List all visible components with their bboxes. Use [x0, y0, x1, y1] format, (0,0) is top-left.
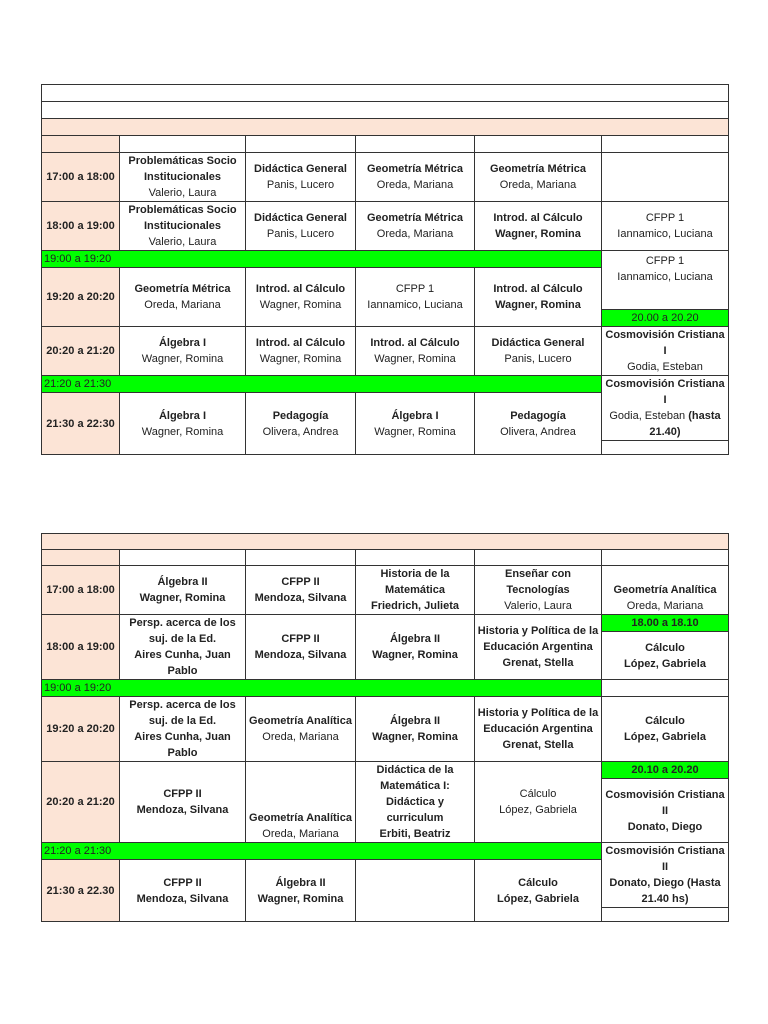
teacher-name: Wagner, Romina — [495, 228, 581, 240]
sub-break-text: 20.10 a 20.20 — [631, 764, 699, 777]
teacher-name: López, Gabriela — [624, 657, 706, 670]
teacher-name: Grenat, Stella — [502, 739, 574, 751]
break-label: 21:20 a 21:30 — [42, 376, 602, 393]
table-title-row — [42, 85, 729, 102]
class-cell — [602, 202, 729, 251]
teacher-name: Grenat, Stella — [502, 657, 574, 669]
teacher-name: Olivera, Andrea — [262, 425, 339, 438]
subject-name: Álgebra II — [389, 633, 441, 645]
teacher-name: Wagner, Romina — [372, 731, 458, 743]
table-row — [42, 697, 729, 762]
subject-name: CFPP 1 — [395, 283, 435, 295]
class-cell — [475, 860, 602, 922]
class-cell — [602, 779, 729, 843]
class-cell — [602, 632, 729, 680]
subject-name: Cosmovisión Cristiana II — [605, 788, 725, 817]
class-cell — [475, 697, 602, 762]
subject-name: Problemáticas Socio Institucionales — [128, 204, 237, 232]
subject-name: Historia y Política de la Educación Argentina — [477, 625, 599, 653]
teacher-name: Oreda, Mariana — [376, 179, 454, 191]
sub-break-text: 18.00 a 18.10 — [631, 617, 699, 629]
class-cell — [475, 762, 602, 843]
class-cell — [602, 566, 729, 615]
subject-name: Geometría Métrica — [367, 212, 463, 224]
time-cell: 18:00 a 19:00 — [42, 202, 120, 251]
subject-name: Problemáticas Socio Institucionales — [128, 155, 237, 183]
teacher-name: Wagner, Romina — [141, 425, 224, 438]
teacher-name: López, Gabriela — [624, 731, 706, 743]
class-cell — [475, 393, 602, 455]
break-row — [42, 680, 729, 697]
teacher-name: Friedrich, Julieta — [370, 600, 460, 612]
empty-cell — [356, 860, 475, 922]
subject-name: Álgebra II — [275, 876, 326, 889]
class-cell — [246, 762, 356, 843]
class-cell — [475, 153, 602, 202]
class-cell — [120, 202, 246, 251]
subject-name: Cálculo — [645, 641, 685, 654]
teacher-name: Oreda, Mariana — [262, 828, 339, 840]
teacher-name: Panis, Lucero — [504, 353, 572, 365]
time-cell: 20:20 a 21:20 — [42, 762, 120, 843]
class-cell — [475, 268, 602, 327]
day-header-cell — [42, 550, 120, 566]
class-cell — [246, 327, 356, 376]
subject-name: Geometría Métrica — [367, 163, 463, 175]
teacher-name — [604, 408, 726, 440]
class-cell — [120, 153, 246, 202]
day-header-cell — [356, 136, 475, 153]
subject-name: Introd. al Cálculo — [370, 337, 460, 349]
subject-name: Didáctica General — [254, 163, 347, 175]
empty-cell — [602, 908, 729, 922]
schedule-table-1 — [41, 84, 729, 455]
subject-name: Didáctica General — [254, 212, 347, 224]
subject-name: CFPP 1 — [645, 212, 685, 224]
class-cell — [602, 327, 729, 376]
class-cell — [602, 376, 729, 441]
teacher-name-main: Godia, Esteban — [609, 410, 686, 422]
teacher-name: Oreda, Mariana — [376, 228, 454, 240]
class-cell — [246, 268, 356, 327]
sub-break-label: 20.00 a 20.20 — [602, 310, 729, 327]
subject-name: Introd. al Cálculo — [255, 337, 346, 349]
class-cell — [120, 327, 246, 376]
teacher-name: Oreda, Mariana — [499, 179, 577, 191]
break-row — [42, 251, 729, 268]
subject-name: Didáctica de la Matemática I: Didáctica y curriculum — [376, 764, 454, 824]
subject-name: Pedagogía — [510, 409, 566, 422]
class-cell — [246, 393, 356, 455]
empty-cell — [602, 441, 729, 455]
time-cell: 17:00 a 18:00 — [42, 566, 120, 615]
class-cell — [246, 697, 356, 762]
teacher-name: Valerio, Laura — [504, 600, 572, 612]
table-row — [42, 327, 729, 376]
class-cell — [602, 153, 729, 202]
day-header-cell — [602, 550, 729, 566]
subject-name: Cosmovisión Cristiana I — [605, 378, 725, 406]
teacher-name: Donato, Diego (Hasta 21.40 hs) — [609, 877, 721, 905]
class-cell — [475, 202, 602, 251]
class-cell — [120, 860, 246, 922]
subject-name: CFPP II — [163, 788, 202, 800]
subject-name: Introd. al Cálculo — [493, 283, 583, 295]
subject-name: Geometría Métrica — [490, 163, 586, 175]
teacher-name: Wagner, Romina — [259, 353, 342, 365]
class-cell — [120, 268, 246, 327]
subject-name: CFPP II — [163, 876, 202, 889]
subject-name: Álgebra I — [158, 337, 207, 349]
day-header-cell — [42, 136, 120, 153]
class-cell — [475, 566, 602, 615]
teacher-name: Aires Cunha, Juan Pablo — [134, 731, 231, 759]
class-cell — [120, 697, 246, 762]
teacher-name: Iannamico, Luciana — [617, 271, 713, 283]
sub-break-label — [602, 762, 729, 779]
teacher-name: Iannamico, Luciana — [617, 228, 713, 240]
class-cell — [246, 860, 356, 922]
subject-name: Didáctica General — [491, 337, 585, 349]
table-row — [42, 615, 729, 632]
class-cell — [356, 697, 475, 762]
teacher-name: Wagner, Romina — [372, 649, 458, 661]
day-header-cell — [475, 136, 602, 153]
subject-name: Persp. acerca de los suj. de la Ed. — [129, 617, 236, 645]
teacher-name: Wagner, Romina — [257, 892, 344, 905]
teacher-name: Valerio, Laura — [148, 187, 217, 199]
break-label: 19:00 a 19:20 — [42, 680, 602, 697]
sub-break-label — [602, 615, 729, 632]
subject-name: Pedagogía — [272, 409, 329, 422]
time-cell: 19:20 a 20:20 — [42, 697, 120, 762]
subject-name: Álgebra II — [157, 576, 208, 588]
subject-name: Enseñar con Tecnologías — [504, 568, 572, 596]
teacher-name: Valerio, Laura — [148, 236, 217, 248]
class-cell — [246, 202, 356, 251]
empty-cell — [602, 680, 729, 697]
class-cell — [246, 153, 356, 202]
teacher-name: Mendoza, Silvana — [136, 804, 229, 816]
subject-name: Cálculo — [518, 876, 558, 889]
subject-name: Cálculo — [519, 788, 557, 800]
time-cell: 17:00 a 18:00 — [42, 153, 120, 202]
day-header-cell — [120, 550, 246, 566]
class-cell — [120, 566, 246, 615]
day-header-row — [42, 550, 729, 566]
teacher-name: Wagner, Romina — [374, 353, 456, 365]
teacher-name: Wagner, Romina — [374, 425, 456, 438]
day-header-cell — [246, 550, 356, 566]
table-row — [42, 566, 729, 615]
time-cell: 19:20 a 20:20 — [42, 268, 120, 327]
day-header-cell — [356, 550, 475, 566]
subject-name: Geometría Métrica — [134, 283, 231, 295]
class-cell — [602, 843, 729, 908]
subject-name: Geometría Analítica — [613, 584, 717, 596]
teacher-name: López, Gabriela — [499, 804, 577, 816]
teacher-name: Wagner, Romina — [141, 353, 224, 365]
day-header-row — [42, 136, 729, 153]
teacher-name-suffix: (hasta 21.40) — [649, 410, 721, 438]
table-row — [42, 202, 729, 251]
teacher-name: Panis, Lucero — [266, 228, 335, 240]
subject-name: Cálculo — [645, 715, 685, 727]
day-header-cell — [246, 136, 356, 153]
class-cell — [356, 268, 475, 327]
class-cell — [475, 615, 602, 680]
subject-name: Cosmovisión Cristiana II — [605, 845, 725, 873]
teacher-name: Godia, Esteban — [627, 361, 703, 373]
subject-name: Álgebra I — [158, 409, 207, 422]
schedule-table-2 — [41, 533, 729, 922]
day-header-cell — [120, 136, 246, 153]
class-cell — [356, 327, 475, 376]
subject-name: Cosmovisión Cristiana I — [605, 329, 725, 357]
teacher-name: López, Gabriela — [497, 892, 579, 905]
teacher-name: Oreda, Mariana — [262, 731, 339, 743]
class-cell — [120, 762, 246, 843]
class-cell — [356, 566, 475, 615]
class-cell — [356, 615, 475, 680]
teacher-name: Oreda, Mariana — [144, 299, 221, 311]
subject-name: Álgebra II — [389, 715, 441, 727]
class-cell — [602, 697, 729, 762]
table-header-band — [42, 119, 729, 136]
teacher-name: Donato, Diego — [627, 820, 703, 833]
table-row — [42, 153, 729, 202]
subject-name: CFPP II — [281, 633, 320, 645]
teacher-name: Mendoza, Silvana — [136, 892, 229, 905]
teacher-name: Aires Cunha, Juan Pablo — [134, 649, 231, 677]
class-cell — [246, 615, 356, 680]
class-cell — [356, 202, 475, 251]
time-cell: 18:00 a 19:00 — [42, 615, 120, 680]
break-label: 21:20 a 21:30 — [42, 843, 602, 860]
time-cell: 21:30 a 22.30 — [42, 860, 120, 922]
day-header-cell — [475, 550, 602, 566]
subject-name: Álgebra I — [391, 409, 439, 422]
teacher-name: Mendoza, Silvana — [254, 649, 347, 661]
teacher-name: Mendoza, Silvana — [254, 592, 347, 604]
teacher-name: Panis, Lucero — [266, 179, 335, 191]
day-header-cell — [602, 136, 729, 153]
time-cell: 21:30 a 22:30 — [42, 393, 120, 455]
break-label: 19:00 a 19:20 — [42, 251, 602, 268]
class-cell — [356, 153, 475, 202]
class-cell — [356, 762, 475, 843]
class-cell — [475, 327, 602, 376]
subject-name: Persp. acerca de los suj. de la Ed. — [129, 699, 236, 727]
subject-name: Introd. al Cálculo — [493, 212, 583, 224]
subject-name: CFPP 1 — [645, 255, 685, 267]
time-cell: 20:20 a 21:20 — [42, 327, 120, 376]
subject-name: Introd. al Cálculo — [255, 283, 346, 295]
subject-name: Geometría Analítica — [249, 715, 352, 727]
subject-name: Historia de la Matemática — [380, 568, 450, 596]
table-row — [42, 762, 729, 779]
table-subtitle-row — [42, 102, 729, 119]
break-row — [42, 843, 729, 860]
class-cell — [602, 251, 729, 310]
teacher-name: Wagner, Romina — [259, 299, 342, 311]
teacher-name: Iannamico, Luciana — [367, 299, 463, 311]
class-cell — [120, 615, 246, 680]
break-row — [42, 376, 729, 393]
class-cell — [356, 393, 475, 455]
teacher-name: Wagner, Romina — [139, 592, 226, 604]
table-header-band — [42, 534, 729, 550]
teacher-name: Erbiti, Beatriz — [379, 828, 451, 840]
class-cell — [246, 566, 356, 615]
subject-name: Geometría Analítica — [249, 812, 352, 824]
subject-name: CFPP II — [281, 576, 320, 588]
teacher-name: Wagner, Romina — [495, 299, 581, 311]
teacher-name: Oreda, Mariana — [626, 600, 704, 612]
subject-name: Historia y Política de la Educación Argentina — [477, 707, 599, 735]
teacher-name: Olivera, Andrea — [500, 425, 576, 438]
class-cell — [120, 393, 246, 455]
